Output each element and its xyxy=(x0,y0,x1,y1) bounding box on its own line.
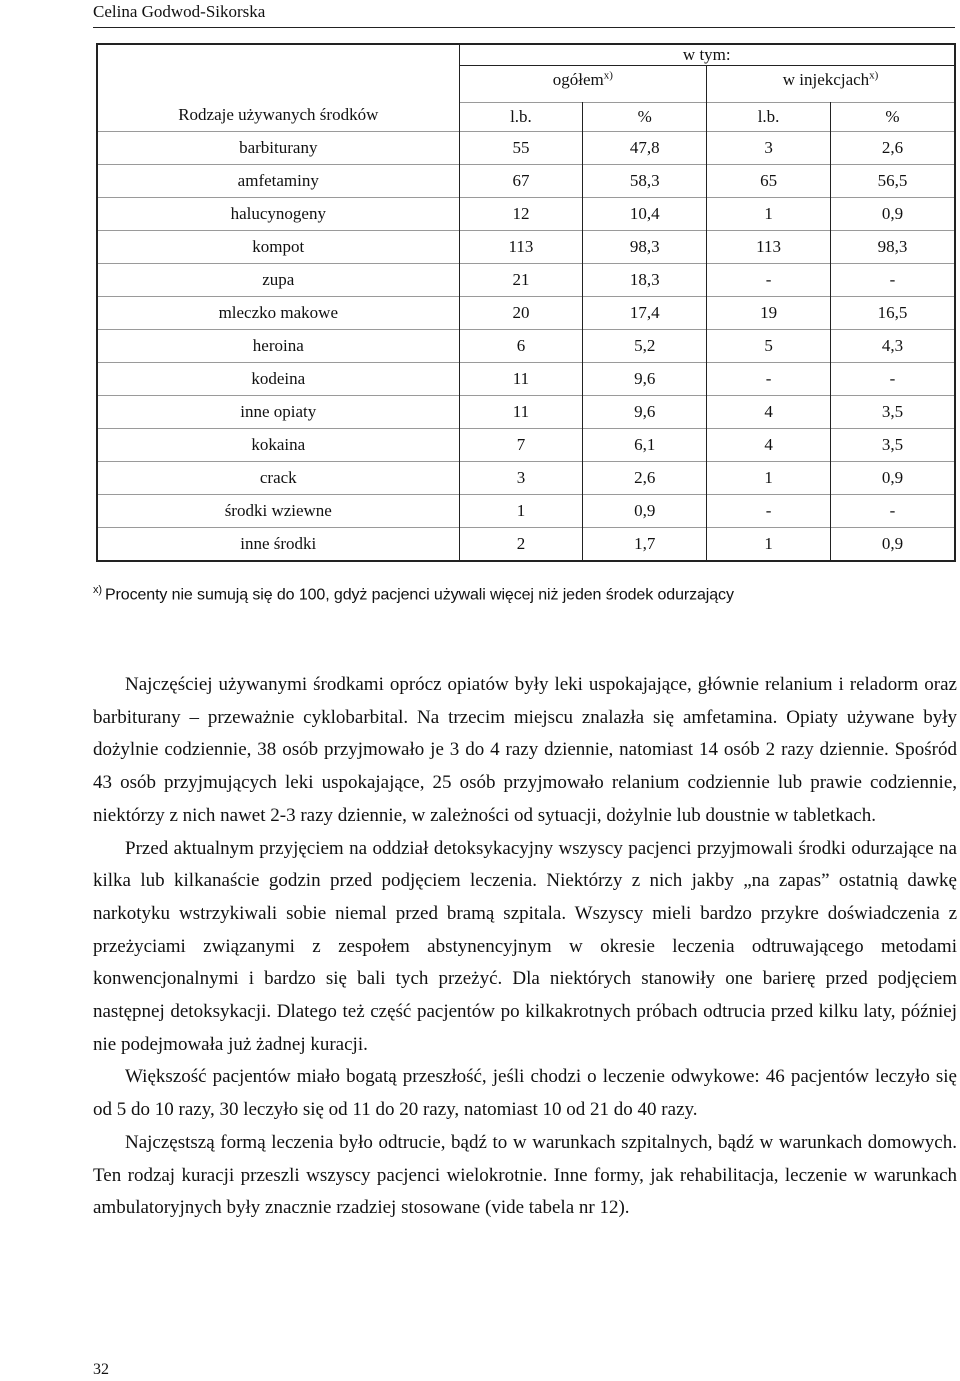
total-count-cell: 21 xyxy=(459,264,583,297)
drug-name-cell: crack xyxy=(97,462,459,495)
paragraph: Większość pacjentów miało bogatą przeszłość, jeśli chodzi o leczenie odwykowe: 46 pacjentów leczyło się od 5 do 10 razy, 30 leczyło się od 11 do 20 razy, natomiast 10 od 21 do 40 razy. xyxy=(93,1066,957,1121)
subheader-injections-percent: % xyxy=(831,103,955,132)
injection-percent-cell: 0,9 xyxy=(831,462,955,495)
header-injections-footnote-mark: x) xyxy=(869,69,879,82)
drug-name-cell: halucynogeny xyxy=(97,198,459,231)
total-percent-cell: 6,1 xyxy=(583,429,707,462)
drug-name-cell: inne opiaty xyxy=(97,396,459,429)
total-count-cell: 113 xyxy=(459,231,583,264)
drug-name-cell: mleczko makowe xyxy=(97,297,459,330)
total-count-cell: 11 xyxy=(459,396,583,429)
page-number: 32 xyxy=(93,1361,109,1378)
total-percent-cell: 0,9 xyxy=(583,495,707,528)
total-percent-cell: 47,8 xyxy=(583,132,707,165)
drug-name-cell: amfetaminy xyxy=(97,165,459,198)
table-row xyxy=(97,132,955,165)
subheader-total-count: l.b. xyxy=(459,103,583,132)
injection-count-cell: 1 xyxy=(707,462,831,495)
footnote-text: Procenty nie sumują się do 100, gdyż pacjenci używali więcej niż jeden środek odurzający xyxy=(104,586,734,604)
header-injections-label: w injekcjach xyxy=(782,70,870,89)
injection-count-cell: 1 xyxy=(707,528,831,562)
table-row xyxy=(97,528,955,562)
subheader-injections-count: l.b. xyxy=(707,103,831,132)
injection-count-cell: 113 xyxy=(707,231,831,264)
total-percent-cell: 1,7 xyxy=(583,528,707,562)
drug-name-cell: heroina xyxy=(97,330,459,363)
table-row xyxy=(97,396,955,429)
header-injections xyxy=(707,66,955,103)
injection-count-cell: 3 xyxy=(707,132,831,165)
table-row xyxy=(97,462,955,495)
total-percent-cell: 18,3 xyxy=(583,264,707,297)
drug-name-cell: kompot xyxy=(97,231,459,264)
table-header-row-1 xyxy=(97,44,955,66)
injection-count-cell: 5 xyxy=(707,330,831,363)
total-percent-cell: 9,6 xyxy=(583,363,707,396)
total-percent-cell: 5,2 xyxy=(583,330,707,363)
injection-count-cell: 65 xyxy=(707,165,831,198)
injection-count-cell: 1 xyxy=(707,198,831,231)
total-percent-cell: 9,6 xyxy=(583,396,707,429)
injection-percent-cell: 2,6 xyxy=(831,132,955,165)
total-count-cell: 2 xyxy=(459,528,583,562)
injection-percent-cell: 56,5 xyxy=(831,165,955,198)
header-total-label: ogółem xyxy=(552,70,604,89)
injection-percent-cell: 3,5 xyxy=(831,396,955,429)
header-w-tym: w tym: xyxy=(459,44,955,66)
footnote-mark: x) xyxy=(93,584,102,596)
header-total-footnote-mark: x) xyxy=(603,69,613,82)
injection-count-cell: 4 xyxy=(707,396,831,429)
paragraph: Najczęstszą formą leczenia było odtrucie, bądź to w warunkach szpitalnych, bądź w warunkach domowych. Ten rodzaj kuracji przeszli wszyscy pacjenci wielokrotnie. Inne formy, jak rehabilitacja, leczenie w warunkach ambulatoryjnych były znacznie rzadziej stosowane (vide tabela nr 12). xyxy=(93,1131,957,1219)
total-count-cell: 12 xyxy=(459,198,583,231)
total-percent-cell: 2,6 xyxy=(583,462,707,495)
total-count-cell: 11 xyxy=(459,363,583,396)
injection-count-cell: 4 xyxy=(707,429,831,462)
table-row xyxy=(97,231,955,264)
table-row xyxy=(97,264,955,297)
total-percent-cell: 58,3 xyxy=(583,165,707,198)
injection-percent-cell: 16,5 xyxy=(831,297,955,330)
drug-name-cell: kokaina xyxy=(97,429,459,462)
total-percent-cell: 98,3 xyxy=(583,231,707,264)
header-rule xyxy=(93,27,955,28)
total-count-cell: 3 xyxy=(459,462,583,495)
injection-percent-cell: - xyxy=(831,264,955,297)
total-count-cell: 20 xyxy=(459,297,583,330)
injection-count-cell: - xyxy=(707,495,831,528)
drug-name-cell: zupa xyxy=(97,264,459,297)
drug-name-cell: inne środki xyxy=(97,528,459,562)
table-row xyxy=(97,330,955,363)
injection-count-cell: - xyxy=(707,264,831,297)
table-row xyxy=(97,297,955,330)
drug-usage-table xyxy=(96,43,956,562)
paragraph: Najczęściej używanymi środkami oprócz opiatów były leki uspokajające, głównie relanium i reladorm oraz barbiturany – przeważnie cyklobarbital. Na trzecim miejscu znalazła się amfetamina. Opiaty używane były dożylnie codziennie, 38 osób przyjmowało je 3 do 4 razy dziennie, natomiast 14 osób 2 razy dziennie. Spośród 43 osób przyjmujących leki uspokajające, 25 osób przyjmowało relanium codziennie lub prawie codziennie, niektórzy z nich nawet 2-3 razy dziennie, w zależności od sytuacji, dożylnie lub doustnie w tabletkach. xyxy=(93,674,957,826)
subheader-total-percent: % xyxy=(583,103,707,132)
running-header: Celina Godwod-Sikorska xyxy=(93,2,266,21)
injection-percent-cell: 4,3 xyxy=(831,330,955,363)
drug-name-cell: kodeina xyxy=(97,363,459,396)
paragraph: Przed aktualnym przyjęciem na oddział detoksykacyjny wszyscy pacjenci przyjmowali środki odurzające na kilka lub kilkanaście godzin przed podjęciem leczenia. Niektórzy z nich jakby „na zapas” ostatnią dawkę narkotyku wstrzykiwali sobie niemal przed bramą szpitala. Wszyscy mieli bardzo przykre doświadczenia z przeżyciami związanymi z zespołem abstynencyjnym w okresie leczenia odtruwającego metodami konwencjonalnymi i bardzo się bali tych przeżyć. Dla niektórych stanowiły one barierę przed podjęciem następnej detoksykacji. Dlatego też część pacjentów po kilkakrotnych próbach odtrucia przed kilku laty, później nie podejmowała już żadnej kuracji. xyxy=(93,837,957,1055)
table-row xyxy=(97,198,955,231)
table-footnote xyxy=(93,584,955,604)
header-total xyxy=(459,66,707,103)
injection-percent-cell: 98,3 xyxy=(831,231,955,264)
injection-count-cell: - xyxy=(707,363,831,396)
column-label-drug-types: Rodzaje używanych środków xyxy=(97,44,459,132)
total-count-cell: 67 xyxy=(459,165,583,198)
table-row xyxy=(97,363,955,396)
injection-percent-cell: - xyxy=(831,495,955,528)
injection-percent-cell: 0,9 xyxy=(831,198,955,231)
total-percent-cell: 17,4 xyxy=(583,297,707,330)
total-count-cell: 55 xyxy=(459,132,583,165)
body-text xyxy=(93,669,957,1225)
total-count-cell: 1 xyxy=(459,495,583,528)
drug-name-cell: środki wziewne xyxy=(97,495,459,528)
total-percent-cell: 10,4 xyxy=(583,198,707,231)
table-row xyxy=(97,495,955,528)
injection-count-cell: 19 xyxy=(707,297,831,330)
injection-percent-cell: 0,9 xyxy=(831,528,955,562)
drug-name-cell: barbiturany xyxy=(97,132,459,165)
injection-percent-cell: - xyxy=(831,363,955,396)
table-row xyxy=(97,165,955,198)
table-row xyxy=(97,429,955,462)
total-count-cell: 6 xyxy=(459,330,583,363)
injection-percent-cell: 3,5 xyxy=(831,429,955,462)
total-count-cell: 7 xyxy=(459,429,583,462)
